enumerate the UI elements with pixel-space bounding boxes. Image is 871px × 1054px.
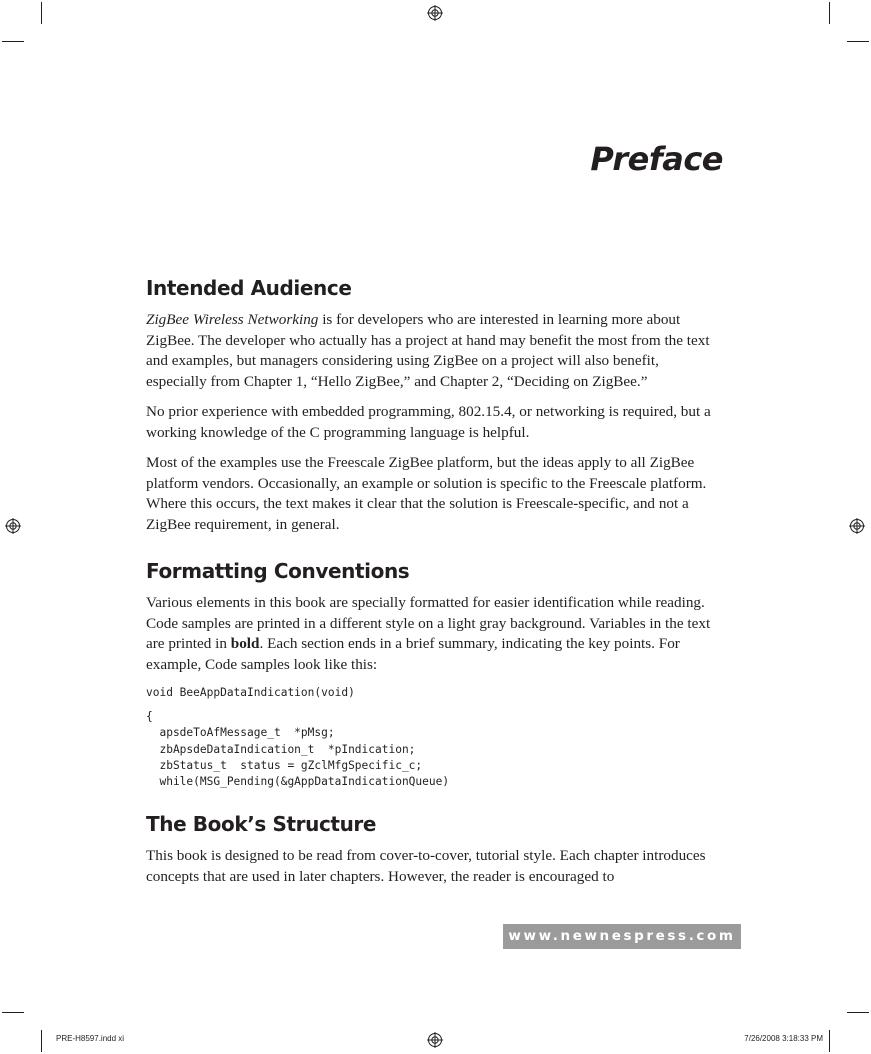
crop-mark-bottom-right-vertical (829, 1030, 830, 1052)
section-heading-formatting-conventions: Formatting Conventions (146, 559, 410, 583)
bold-word: bold (230, 635, 260, 652)
main-content (146, 276, 721, 897)
paragraph-text: . Each section ends in a brief summary, indicating the key points. For example, Code samples look like this: (146, 635, 680, 673)
paragraph: No prior experience with embedded programming, 802.15.4, or networking is required, but a working knowledge of the C programming language is helpful. (146, 403, 711, 441)
code-sample-signature: void BeeAppDataIndication(void) (146, 686, 355, 699)
registration-mark-icon (427, 1032, 443, 1048)
registration-mark-icon (427, 5, 443, 21)
paragraph (146, 593, 721, 675)
paragraph (146, 310, 721, 392)
crop-mark-top-left-vertical (41, 2, 42, 24)
section-heading-books-structure: The Book’s Structure (146, 812, 377, 837)
page-title: Preface (590, 140, 723, 178)
crop-mark-top-left-horizontal (2, 41, 24, 42)
file-slug: PRE-H8597.indd xi (56, 1034, 125, 1043)
book-title: ZigBee Wireless Networking (146, 311, 319, 328)
section-heading-intended-audience: Intended Audience (146, 276, 352, 300)
paragraph: Most of the examples use the Freescale ZigBee platform, but the ideas apply to all ZigBee platform vendors. Occasionally, an example or solution is specific to the Freescale platform. Where this occurs, the text makes it clear that the solution is Freescale-specific, and not a ZigBee requirement, in general. (146, 454, 707, 533)
crop-mark-top-right-vertical (829, 2, 830, 24)
print-timestamp: 7/26/2008 3:18:33 PM (744, 1034, 823, 1043)
publisher-url: www.newnespress.com (508, 928, 736, 944)
registration-mark-icon (5, 518, 21, 534)
crop-mark-top-right-horizontal (847, 41, 869, 42)
crop-mark-bottom-right-horizontal (847, 1012, 869, 1013)
crop-mark-bottom-left-vertical (41, 1030, 42, 1052)
paragraph-text: Various elements in this book are specially formatted for easier identification while reading. Code samples are printed in a different style on a light gray background. Variables in the text are printed in (146, 594, 711, 652)
crop-mark-bottom-left-horizontal (2, 1012, 24, 1013)
paragraph: This book is designed to be read from cover-to-cover, tutorial style. Each chapter introduces concepts that are used in later chapters. However, the reader is encouraged to (146, 847, 706, 885)
paragraph-text: is for developers who are interested in learning more about ZigBee. The developer who actually has a project at hand may benefit the most from the text and examples, but managers considering using ZigBee on a project will also benefit, especially from Chapter 1, “Hello ZigBee,” and Chapter 2, “Deciding on ZigBee.” (146, 311, 710, 390)
registration-mark-icon (849, 518, 865, 534)
code-sample-body: { apsdeToAfMessage_t *pMsg; zbApsdeDataIndication_t *pIndication; zbStatus_t status = gZclMfgSpecific_c; while(MSG_Pending(&gAppDataIndicationQueue) (146, 710, 450, 789)
publisher-url-banner (503, 924, 741, 949)
